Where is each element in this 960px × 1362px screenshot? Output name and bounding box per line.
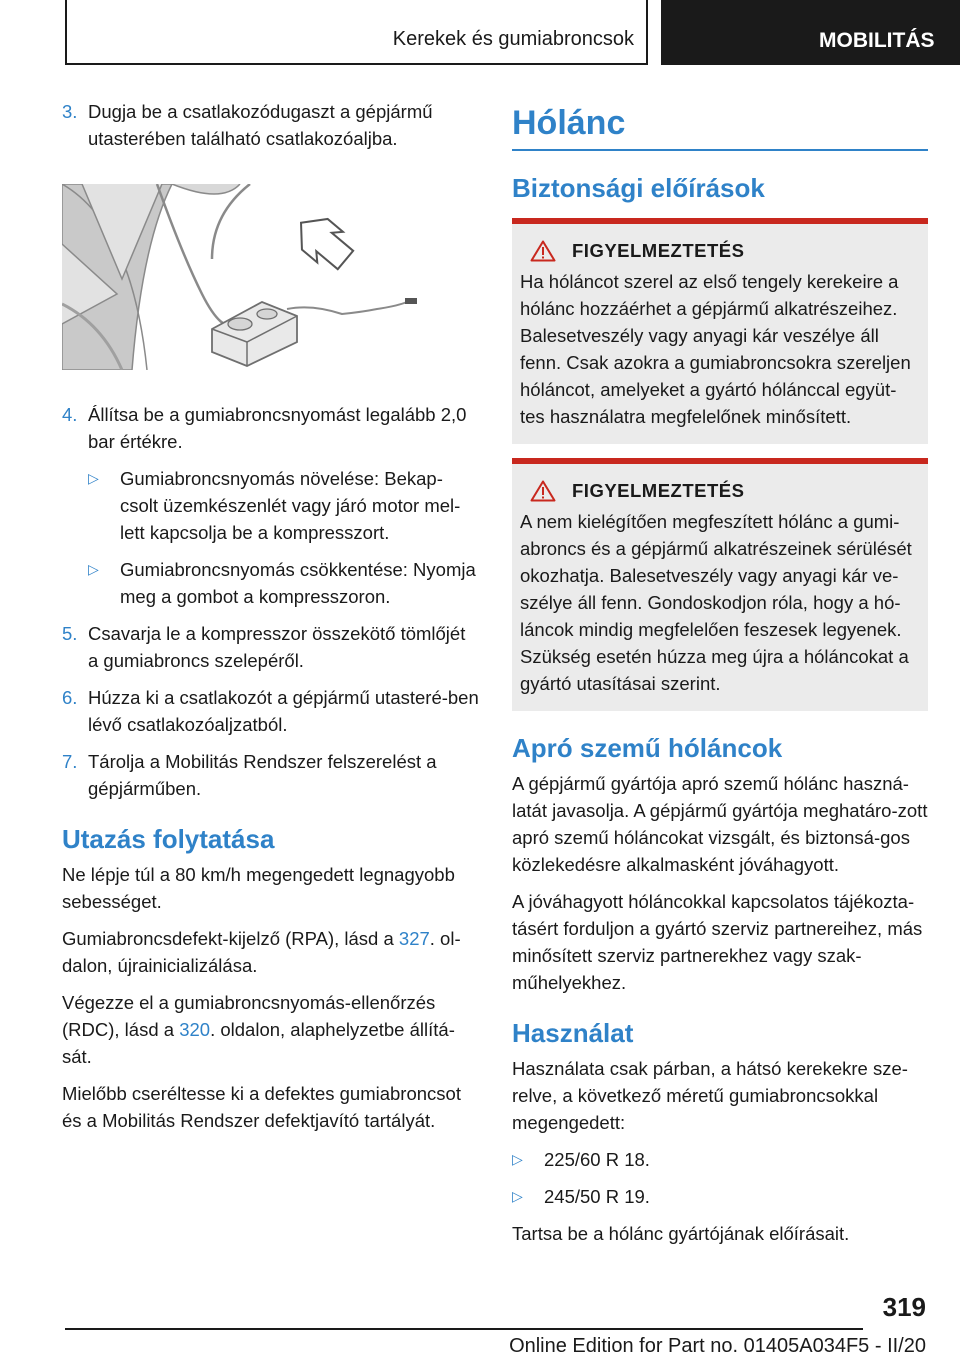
list-item: ▷ Gumiabroncsnyomás csökkentése: Nyomja meg a gombot a kompresszoron. [88,556,480,610]
step-text: Tárolja a Mobilitás Rendszer felszerelést a gépjárműben. [88,751,437,799]
triangle-bullet-icon: ▷ [512,1188,523,1204]
step-number: 3. [62,101,78,122]
usage-heading: Használat [512,1018,634,1048]
warning-triangle-icon [530,480,556,502]
step-text: Húzza ki a csatlakozót a gépjármű utasteré-ben lévő csatlakozóaljzatból. [88,687,479,735]
step-number: 4. [62,404,78,425]
step-7 [62,748,480,802]
step-text: Dugja be a csatlakozódugaszt a gépjármű utasterében található csatlakozóaljba. [88,101,433,149]
footer-divider [65,1328,863,1330]
warning-title: FIGYELMEZTETÉS [572,240,745,261]
fine-chain-paragraph: A gépjármű gyártója apró szemű hólánc haszná-latát javasolja. A gépjármű gyártója meghatáro-zott apró szemű hóláncokat vizsgált, és biztonsá-gos közlekedésre alkalmasként jóváhagyott. [512,773,928,875]
step-4 [62,401,480,455]
triangle-bullet-icon: ▷ [88,470,99,486]
triangle-bullet-icon: ▷ [512,1151,523,1167]
page-link-327[interactable]: 327 [398,928,430,949]
warning-text: Ha hóláncot szerel az első tengely kerekeire a hólánc hozzáérhet a gépjármű alkatrészeihez. Balesetveszély vagy anyagi kár veszélye áll fenn. Csak azokra a gumiabroncsokra szereljen hóláncot, amelyeket a gyártó hólánccal együt-tes használatra megfelelőnek minősített. [520,271,911,427]
continue-heading: Utazás folytatása [62,824,275,854]
left-column [62,98,480,1144]
step-text: Csavarja le a kompresszor összekötő tömlőjét a gumiabroncs szelepéről. [88,623,466,671]
safety-heading: Biztonsági előírások [512,173,765,203]
edition-note: Online Edition for Part no. 01405A034F5 - II/20 [509,1335,926,1357]
approved-chain-paragraph: A jóváhagyott hóláncokkal kapcsolatos tájékozta-tásért forduljon a gyártó szerviz partnereihez, más minősített szerviz partnerekhez vagy szak-műhelyekhez. [512,891,923,993]
warning-box [512,218,928,444]
step-6 [62,684,480,738]
page-link-320[interactable]: 320 [179,1019,211,1040]
list-item: ▷ 225/60 R 18. [512,1146,928,1173]
page-number: 319 [882,1292,926,1322]
page-title: Hólánc [512,104,928,151]
chapter-tab: MOBILITÁS [661,0,960,65]
continue-paragraph: Ne lépje túl a 80 km/h megengedett legnagyobb sebességet. [62,864,455,912]
warning-text: A nem kielégítően megfeszített hólánc a gumi-abroncs és a gépjármű alkatrészeinek sérülését okozhatja. Balesetveszély vagy anyagi kár ve-szélye áll fenn. Gondoskodjon róla, hogy a hó-láncok mindig megfelelően feszesek legyenek. Szükség esetén húzza meg újra a hóláncokat a gyártó utasításai szerint. [520,511,912,694]
replace-paragraph: Mielőbb cseréltesse ki a defektes gumiabroncsot és a Mobilitás Rendszer defektjavító tartályát. [62,1083,461,1131]
manufacturer-paragraph: Tartsa be a hólánc gyártójának előírásait. [512,1223,850,1244]
usage-paragraph: Használata csak párban, a hátsó kerekekre sze-relve, a következő méretű gumiabroncsokkal megengedett: [512,1058,908,1133]
list-item: ▷ 245/50 R 19. [512,1183,928,1210]
section-tab: Kerekek és gumiabroncsok [65,0,648,65]
tire-size-list [512,1146,928,1210]
rdc-paragraph: Végezze el a gumiabroncsnyomás-ellenőrzés (RDC), lásd a 320. oldalon, alaphelyzetbe állítá-sát. [62,992,455,1067]
list-item: ▷ Gumiabroncsnyomás növelése: Bekap-csolt üzemkészenlét vagy járó motor mel-lett kapcsolja be a kompresszort. [88,465,480,546]
step-5 [62,620,480,674]
step-text: Állítsa be a gumiabroncsnyomást legalább 2,0 bar értékre. [88,404,467,452]
step-4-bullets [88,465,480,610]
right-column [512,98,928,1257]
fine-chain-heading: Apró szemű hóláncok [512,733,783,763]
compressor-illustration [62,184,480,370]
triangle-bullet-icon: ▷ [88,561,99,577]
step-number: 6. [62,687,78,708]
step-number: 5. [62,623,78,644]
warning-box [512,458,928,711]
warning-triangle-icon [530,240,556,262]
rpa-paragraph: Gumiabroncsdefekt-kijelző (RPA), lásd a 327. ol-dalon, újrainicializálása. [62,928,461,976]
step-3 [62,98,480,152]
step-number: 7. [62,751,78,772]
page-header [65,0,960,65]
warning-title: FIGYELMEZTETÉS [572,480,745,501]
